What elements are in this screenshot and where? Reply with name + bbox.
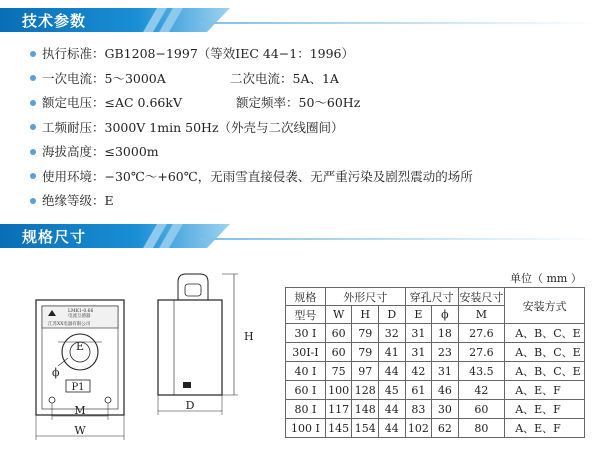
nameplate-line1: LMK1-0.66 bbox=[68, 309, 94, 314]
unit-label: 单位（ mm ） bbox=[510, 272, 582, 285]
cell-M: 42 bbox=[458, 381, 505, 400]
cell-method: A、B、C、E bbox=[505, 362, 585, 381]
th-E: E bbox=[405, 306, 432, 324]
section-header-spec bbox=[0, 224, 600, 248]
params-list bbox=[30, 42, 590, 214]
bullet-icon bbox=[30, 100, 36, 106]
cell-method: A、E、F bbox=[505, 400, 585, 419]
param-text: 海拔高度：≤3000m bbox=[42, 144, 159, 159]
cell-H: 128 bbox=[352, 381, 379, 400]
param-item bbox=[30, 189, 590, 214]
label-phi: ϕ bbox=[52, 366, 60, 379]
cell-phi: 46 bbox=[432, 381, 459, 400]
cell-method: A、B、C、E bbox=[505, 343, 585, 362]
param-item bbox=[30, 116, 590, 141]
table-row bbox=[286, 362, 585, 381]
table-row bbox=[286, 343, 585, 362]
th-mount: 安装尺寸 bbox=[458, 288, 505, 306]
th-outer: 外形尺寸 bbox=[325, 288, 405, 306]
table-header-row bbox=[286, 288, 585, 306]
param-item bbox=[30, 140, 590, 165]
table-row bbox=[286, 381, 585, 400]
param-text-2: 额定频率：50～60Hz bbox=[236, 95, 361, 110]
label-D: D bbox=[185, 399, 195, 412]
bullet-icon bbox=[30, 173, 36, 179]
cell-D: 44 bbox=[378, 419, 405, 438]
cell-E: 102 bbox=[405, 419, 432, 438]
nameplate-line2: 电流互感器 bbox=[68, 314, 91, 319]
cell-model: 30Ⅰ-Ⅰ bbox=[286, 343, 326, 362]
mount-hole-left bbox=[49, 397, 55, 403]
param-text: 执行标准：GB1208−1997（等效IEC 44−1：1996） bbox=[42, 46, 355, 61]
th-phi: ϕ bbox=[432, 306, 459, 324]
cell-W: 100 bbox=[325, 381, 352, 400]
label-M: M bbox=[74, 404, 86, 417]
cell-M: 27.6 bbox=[458, 343, 505, 362]
section-title: 技术参数 bbox=[22, 12, 87, 30]
th-D: D bbox=[378, 306, 405, 324]
section-header-tech-params bbox=[0, 8, 600, 32]
cell-M: 60 bbox=[458, 400, 505, 419]
label-H: H bbox=[244, 330, 254, 343]
cell-H: 154 bbox=[352, 419, 379, 438]
cell-E: 31 bbox=[405, 324, 432, 343]
cell-model: 30 Ⅰ bbox=[286, 324, 326, 343]
label-E: E bbox=[75, 340, 85, 353]
cell-D: 44 bbox=[378, 362, 405, 381]
cell-D: 45 bbox=[378, 381, 405, 400]
cell-M: 43.5 bbox=[458, 362, 505, 381]
param-item bbox=[30, 67, 590, 92]
label-P1: P1 bbox=[71, 382, 85, 393]
cell-method: A、E、F bbox=[505, 419, 585, 438]
bullet-icon bbox=[30, 124, 36, 130]
cell-W: 117 bbox=[325, 400, 352, 419]
cell-phi: 62 bbox=[432, 419, 459, 438]
param-item bbox=[30, 91, 590, 116]
bullet-icon bbox=[30, 198, 36, 204]
cell-W: 145 bbox=[325, 419, 352, 438]
cell-E: 83 bbox=[405, 400, 432, 419]
param-text: 使用环境：−30℃～+60℃，无雨雪直接侵袭、无严重污染及剧烈震动的场所 bbox=[42, 168, 473, 184]
table-body bbox=[286, 324, 585, 438]
cell-W: 75 bbox=[325, 362, 352, 381]
th-M: M bbox=[458, 306, 505, 324]
cell-phi: 31 bbox=[432, 362, 459, 381]
dimension-drawing bbox=[28, 270, 278, 445]
side-view-slot bbox=[185, 284, 201, 296]
th-W: W bbox=[325, 306, 352, 324]
table-row bbox=[286, 419, 585, 438]
cell-H: 79 bbox=[352, 343, 379, 362]
cell-D: 41 bbox=[378, 343, 405, 362]
header-line bbox=[200, 238, 600, 240]
th-hole: 穿孔尺寸 bbox=[405, 288, 458, 306]
header-line bbox=[200, 22, 600, 24]
cell-M: 80 bbox=[458, 419, 505, 438]
cell-H: 148 bbox=[352, 400, 379, 419]
label-W: W bbox=[74, 424, 86, 437]
cell-D: 32 bbox=[378, 324, 405, 343]
mount-hole-right bbox=[105, 397, 111, 403]
cell-model: 80 Ⅰ bbox=[286, 400, 326, 419]
cell-method: A、B、C、E bbox=[505, 324, 585, 343]
th-method: 安装方式 bbox=[505, 288, 585, 324]
cell-E: 42 bbox=[405, 362, 432, 381]
side-view-body bbox=[158, 300, 222, 395]
cell-H: 97 bbox=[352, 362, 379, 381]
cell-M: 27.6 bbox=[458, 324, 505, 343]
cell-phi: 23 bbox=[432, 343, 459, 362]
param-text: 绝缘等级：E bbox=[42, 193, 114, 208]
param-text: 工频耐压：3000V 1min 50Hz（外壳与二次线圈间） bbox=[42, 119, 344, 135]
param-item bbox=[30, 165, 590, 190]
spec-table bbox=[285, 287, 585, 438]
cell-W: 60 bbox=[325, 324, 352, 343]
th-model-2: 型号 bbox=[286, 306, 326, 324]
cell-phi: 30 bbox=[432, 400, 459, 419]
param-text: 一次电流：5～3000A bbox=[42, 70, 166, 86]
cell-W: 60 bbox=[325, 343, 352, 362]
bullet-icon bbox=[30, 149, 36, 155]
cell-E: 31 bbox=[405, 343, 432, 362]
nameplate-line3: 江苏XX电器有限公司 bbox=[48, 322, 91, 327]
cell-D: 44 bbox=[378, 400, 405, 419]
cell-model: 40 Ⅰ bbox=[286, 362, 326, 381]
param-text: 额定电压：≤AC 0.66kV bbox=[42, 95, 182, 110]
th-model: 规格 bbox=[286, 288, 326, 306]
param-text-2: 二次电流：5A、1A bbox=[230, 70, 339, 86]
bullet-icon bbox=[30, 51, 36, 57]
table-row bbox=[286, 400, 585, 419]
param-item bbox=[30, 42, 590, 67]
cell-phi: 18 bbox=[432, 324, 459, 343]
side-view-terminal bbox=[183, 382, 191, 388]
bullet-icon bbox=[30, 75, 36, 81]
th-H: H bbox=[352, 306, 379, 324]
cell-E: 61 bbox=[405, 381, 432, 400]
section-title: 规格尺寸 bbox=[22, 228, 87, 246]
cell-H: 79 bbox=[352, 324, 379, 343]
cell-model: 100 Ⅰ bbox=[286, 419, 326, 438]
table-row bbox=[286, 324, 585, 343]
cell-model: 60 Ⅰ bbox=[286, 381, 326, 400]
cell-method: A、E、F bbox=[505, 381, 585, 400]
